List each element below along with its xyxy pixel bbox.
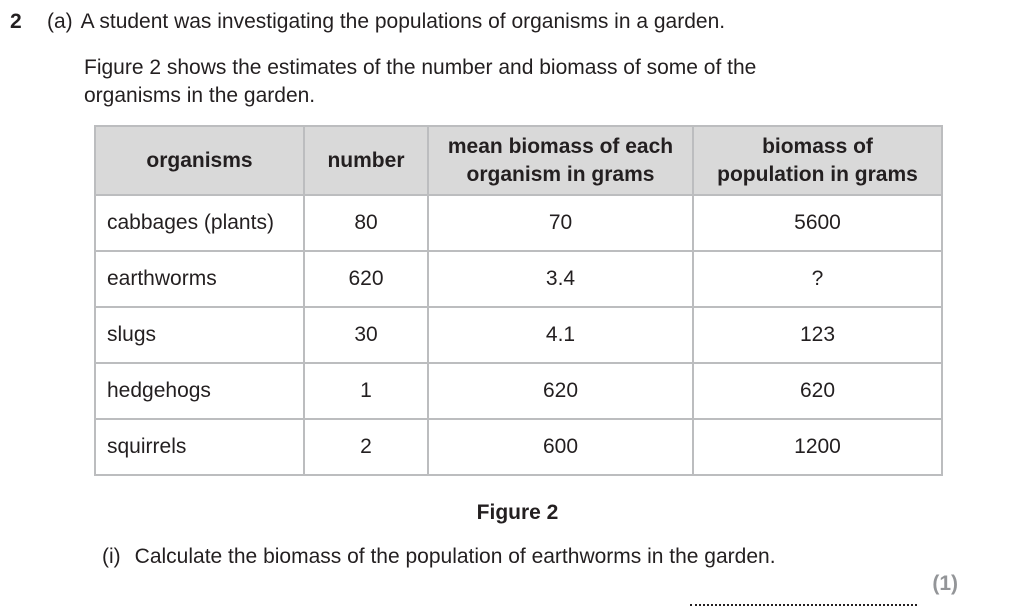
cell-population-biomass: ?	[693, 251, 942, 307]
table-row	[95, 307, 942, 363]
table-row	[95, 195, 942, 251]
intro-line: Figure 2 shows the estimates of the number and biomass of some of the	[84, 56, 757, 79]
table-row	[95, 251, 942, 307]
cell-mean-biomass: 70	[428, 195, 693, 251]
cell-number: 2	[304, 419, 428, 475]
cell-organism: slugs	[95, 307, 304, 363]
marks-indicator: (1)	[932, 572, 958, 595]
cell-organism: squirrels	[95, 419, 304, 475]
header-population-biomass: biomass of population in grams	[693, 126, 942, 195]
header-organisms: organisms	[95, 126, 304, 195]
cell-mean-biomass: 4.1	[428, 307, 693, 363]
header-mean-biomass: mean biomass of each organism in grams	[428, 126, 693, 195]
table-row	[95, 363, 942, 419]
cell-population-biomass: 620	[693, 363, 942, 419]
cell-number: 30	[304, 307, 428, 363]
cell-number: 1	[304, 363, 428, 419]
cell-number: 620	[304, 251, 428, 307]
figure-intro	[84, 54, 844, 110]
cell-mean-biomass: 600	[428, 419, 693, 475]
table-row	[95, 419, 942, 475]
organisms-table	[94, 125, 943, 476]
cell-organism: hedgehogs	[95, 363, 304, 419]
cell-population-biomass: 5600	[693, 195, 942, 251]
part-a-statement	[47, 8, 725, 36]
header-number: number	[304, 126, 428, 195]
cell-population-biomass: 1200	[693, 419, 942, 475]
question-number: 2	[10, 10, 22, 33]
intro-line: organisms in the garden.	[84, 84, 316, 107]
part-label: (a)	[47, 10, 73, 33]
answer-line[interactable]	[690, 604, 917, 606]
sub-question-label: (i)	[102, 545, 121, 568]
figure-caption: Figure 2	[476, 501, 559, 524]
cell-organism: cabbages (plants)	[95, 195, 304, 251]
cell-mean-biomass: 3.4	[428, 251, 693, 307]
sub-question-i	[102, 543, 776, 571]
cell-population-biomass: 123	[693, 307, 942, 363]
sub-question-text: Calculate the biomass of the population of earthworms in the garden.	[134, 545, 776, 568]
part-text: A student was investigating the populations of organisms in a garden.	[80, 10, 726, 33]
cell-number: 80	[304, 195, 428, 251]
cell-organism: earthworms	[95, 251, 304, 307]
cell-mean-biomass: 620	[428, 363, 693, 419]
table-header-row	[95, 126, 942, 195]
